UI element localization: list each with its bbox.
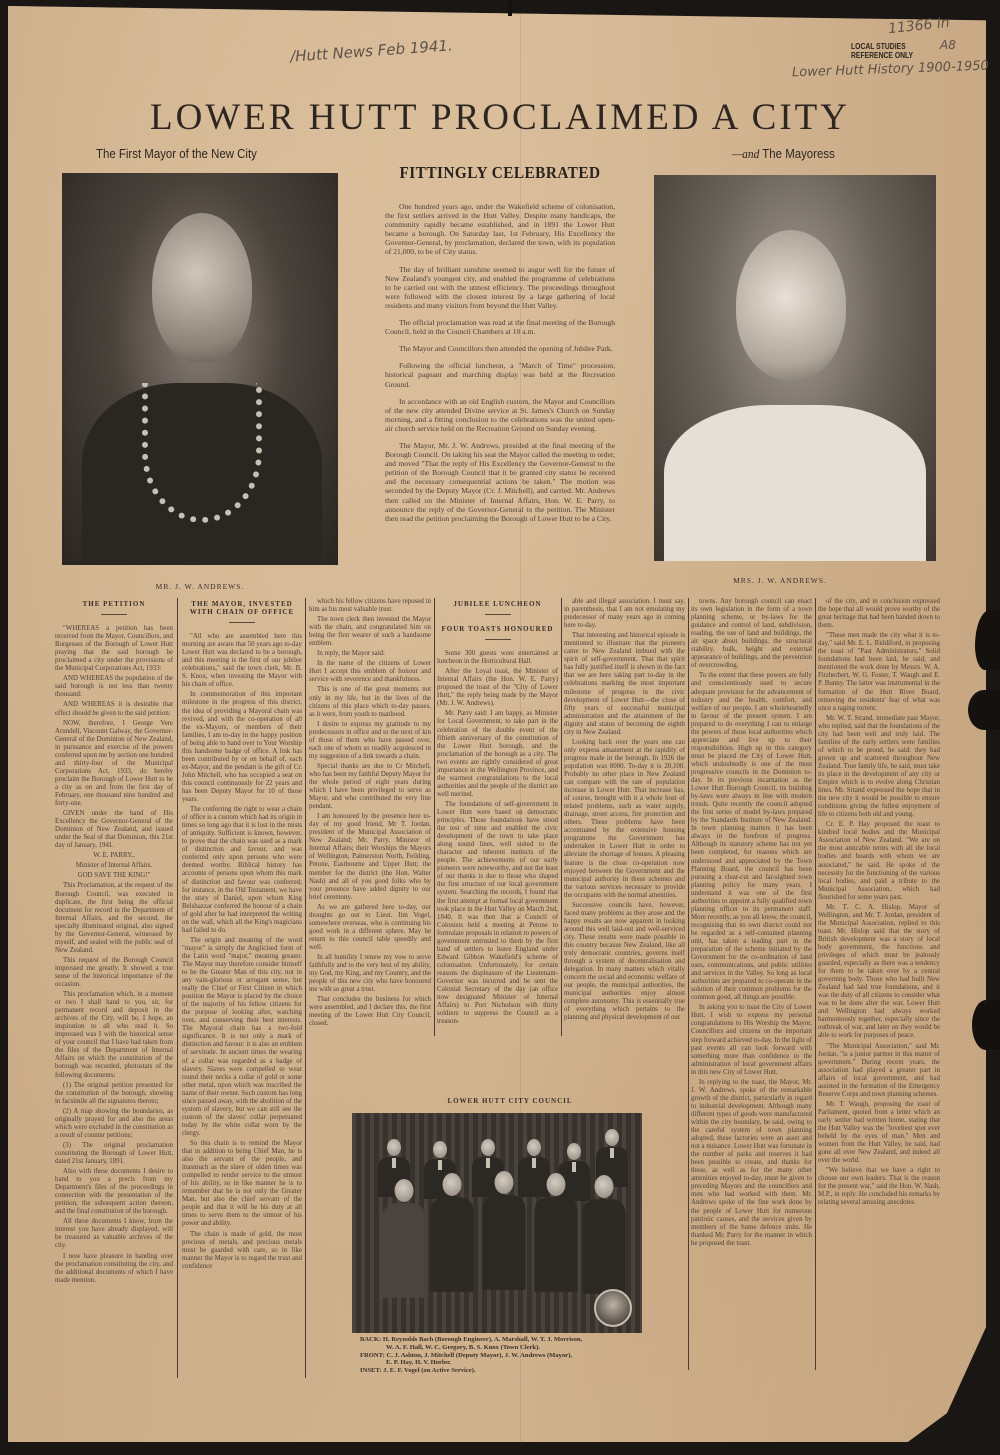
- council-member-figure: [582, 1175, 625, 1294]
- column-subheading: FOUR TOASTS HONOURED: [441, 625, 554, 634]
- heading-rule: [101, 614, 127, 615]
- section-heading-fittingly-celebrated: FITTINGLY CELEBRATED: [399, 163, 601, 182]
- column-paragraph: The town clerk then invested the Mayor with the chain, and congratulated him on being the first wearer of such a handsome emblem.: [309, 616, 431, 648]
- handwritten-reference-number: 11366 in: [887, 14, 951, 38]
- caption-names: W. A. F. Hall, W. C. Gregory, B. S. Knox (Town Clerk).: [386, 1343, 540, 1351]
- article-column-jubilee-luncheon: [437, 598, 558, 1028]
- column-paragraph: Mr. W. T. Strand, immediate past Mayor, who replied, said that the foundations of the city had been well and truly laid. The families of the early settlers were families of which to be proud, he said: they had grown up and scattered throughout New Zealand. True family life, he said, must take its place in the development of any city or Empire which is to evolve along Christian lines. Mr. Strand expressed the hope that in the new city it would be possible to ensure conditions giving the fullest enjoyment of life to citizens both old and young.: [818, 714, 940, 819]
- column-paragraph: which his fellow citizens have reposed in him as his most valuable trust.: [309, 598, 431, 614]
- column-heading: JUBILEE LUNCHEON: [453, 600, 542, 608]
- caption-names: C. J. Ashton, J. Mitchell (Deputy Mayor), J. W. Andrews (Mayor),: [386, 1351, 573, 1359]
- column-rule: [561, 598, 562, 1036]
- mayoress-face: [736, 230, 846, 380]
- column-heading: THE PETITION: [82, 600, 146, 608]
- column-paragraph: I am honoured by the presence here to-day of my good friend, Mr T. Jordan, president of the Municipal Association of New Zealand; Mr. Parry, Minister of Internal Affairs; their Worships the Mayors of Wellington, Palmerston North, Feilding, Petone, Eastbourne and Upper Hutt; the member for the district (the Hon. Walter Nash) and all of you good folks who by your presence have added dignity to our brief ceremony.: [309, 813, 431, 901]
- caption-names: H. Reynolds Bach (Borough Engineer), A. Marshall, W. T. J. Morrison,: [382, 1336, 583, 1343]
- column-rule: [434, 598, 435, 1036]
- council-member-figure: [430, 1173, 473, 1292]
- column-paragraph: This request of the Borough Council impressed me greatly. It showed a true sense of the historical importance of the occasion.: [55, 956, 173, 989]
- council-group-photo: [352, 1113, 642, 1333]
- inset-portrait: [594, 1289, 632, 1327]
- column-paragraph: Some 300 guests were entertained at luncheon in the Horticultural Hall.: [437, 650, 558, 666]
- article-column-parry-speech: [564, 598, 685, 1024]
- petition-closing: GOD SAVE THE KING!": [77, 872, 151, 880]
- column-paragraph: All these documents I know, from the interest you have already displayed, will be treasured as valuable archives of the city.: [55, 1218, 173, 1250]
- column-paragraph: In all humility I renew my vow to serve faithfully and to the very best of my ability, my God, my King, and my Country, and the people of this new city who have honoured me with so great a trust.: [309, 953, 431, 994]
- council-photo-caption: [360, 1336, 660, 1375]
- column-paragraph: This Proclamation, at the request of the Borough Council, was executed in duplicate, the first being the official document for record in the Department of Internal Affairs, and the second, the specially illuminated original, also signed by the Governor-General, witnessed by myself, and sealed with the public seal of New Zealand.: [55, 882, 173, 954]
- column-rule: [815, 598, 816, 1370]
- column-paragraph: The conferring the right to wear a chain of office is a custom which had its origin in times so long ago that it is lost in the mists of antiquity. Sufficient is known, however, to prove that the chain was used as a mark of distinction and favour, and was conferred only upon persons who were deemed worthy. Biblical history has accounts of persons upon whom this mark of distinction and favour was conferred; for instance, in the Old Testament, we have the story of Daniel, upon whom King Belshazzar conferred the honour of a chain of gold after he had interpreted the writing on the wall, which all the King's magicians had failed to do.: [182, 806, 302, 934]
- handwritten-subject-note: Lower Hutt History 1900-1950: [791, 58, 990, 81]
- column-paragraph: In commemoration of this important milestone in the progress of this district, the idea of providing a Mayoral chain was revived, and with the co-operation of all the ex-Mayors, or members of their families, I am to-day in the happy position of being able to hand over to Your Worship this handsome badge of office. A link has been contributed by or on behalf of, each ex-Mayor, and the pendant is the gift of Cr. John Mitchell, who has occupied a seat on this council continuously for 22 years and has been Deputy Mayor for 10 of those years.: [182, 691, 302, 804]
- column-paragraph: Looking back over the years one can only express amazement at the rapidity of progress made in the borough. In 1926 the population was 8000. To-day it is 20,100. Probably no other place in New Zealand can compare with the rate of population increase in Lower Hutt. That increase has, of course, brought with it a whole host of related problems, such as water supply, drainage, street access, fire protection and others. These problems have been accentuated by the extensive housing programme the Government has undertaken in Lower Hutt in order to alleviate the shortage of houses. A pleasing feature is the close co-operation now enjoyed between the Government and the municipal authority in these schemes and the various services necessary to provide the occupants with the normal amenities.: [564, 738, 685, 899]
- column-paragraph: This proclamation which, in a moment or two I shall hand to you, sir, for permanent record and deposit in the archives of the City, will be, I hope, an inspiration to all who read it. So impressed was I with the historical sense of your council that I have had taken from the files of the Department of Internal Affairs on which the constitution of the borough was recorded, photostats of the following documents:: [55, 991, 173, 1079]
- column-paragraph: This is one of the great moments not only in my life, but in the lives of the citizens of this place which to-day passes, as it were, from youth to manhood.: [309, 686, 431, 718]
- article-column-petition: [55, 598, 173, 1287]
- heading-rule: [229, 622, 255, 623]
- intro-paragraph: The Mayor and Councillors then attended the opening of Jubilee Park.: [399, 344, 613, 354]
- column-paragraph: After the Loyal toast, the Minister of Internal Affairs (the Hon. W. E. Parry) proposed the toast of the "City of Lower Hutt," the reply being made by the Mayor (Mr. J. W. Andrews).: [437, 668, 558, 708]
- column-paragraph: NOW, therefore, I George Vere Arundell, Viscount Galway, the Governor-General of the Dominion of New Zealand, in pursuance and exercise of the powers conferred upon me by section one hundred and thirty-four of the Municipal Corporations Act, 1933, do hereby proclaim the Borough of Lower Hutt to be a city as on and from the first day of February, one thousand nine hundred and forty-one.: [55, 719, 173, 808]
- local-studies-stamp: [851, 42, 913, 60]
- column-paragraph: Mr. T. Waugh, proposing the toast of Parliament, quoted from a letter which an early settler had written home, stating that the Hutt Valley was the "loveliest spot ever beheld by the eyes of man." Men and women from the Hutt Valley, he said, had gone all over New Zealand, and indeed all over the world.: [818, 1100, 940, 1165]
- council-member-figure: [382, 1179, 425, 1298]
- column-paragraph: AND WHEREAS the population of the said borough is not less than twenty thousand:: [55, 675, 173, 699]
- column-paragraph: As we are gathered here to-day, our thoughts go out to Lieut. Jim Vogel, somewhere overseas, who is continuing his good work in a different sphere. May he return to this council table speedily and well.: [309, 903, 431, 951]
- column-paragraph: "The Municipal Association," said Mr. Jordan, "is a junior partner in this matter of government." During recent years, the association had played a greater part in affairs of local government, and had assisted in the formation of the Emergency Reserve Corps and town planning schemes.: [818, 1042, 940, 1098]
- column-paragraph: towns. Any borough council can enact its own legislation in the form of a town planning scheme, or by-laws for the guidance and control of land, subdivision, roading, the use of land and buildings, the air space about buildings, the structural stability, bulk, height and external appearance of buildings, and the prevention of overcrowding.: [691, 598, 812, 670]
- handwritten-source-note: /Hutt News Feb 1941.: [289, 36, 454, 66]
- paper-tear: [975, 610, 1000, 670]
- column-paragraph: To the extent that these powers are fully and conscientiously used to secure adequate provision for the advancement of industry and the health, comfort, and welfare of our people, I am wholeheartedly in favour of the present system. I am prepared to do everything I can to enlarge the powers of those local authorities which appreciate and live up to their responsibilities. High up in this category must be placed the City of Lower Hutt, which undoubtedly is one of the most progressive councils in the Dominion to-day. In its previous incarnation as the Lower Hutt Borough Council, its building by-laws were always in line with modern trends. Quite recently the council adopted the first series of model by-laws prepared by the Standards Institute of New Zealand. In town planning matters it has been always in the forefront of progress. Although its statutory scheme has not yet been completed, for reasons which are understood and appreciated by the Town Planning Board, the council has been pursuing a clear-cut and far-sighted town planning policy for many years. I understand it was one of the first authorities to appoint a fully qualified town planning officer to its permanent staff. More recently, as you all know, the council, recognising that its own district could not be regarded as a self-contained planning unit, has taken a leading part in the preparation of the scheme initiated by the Government for the co-ordination of land uses, communications, and public utilities and services in the Valley. So long as local authorities are prepared to co-operate in the solution of their common problems for the common good, all things are possible.: [691, 672, 812, 1002]
- paper-tear: [508, 0, 512, 16]
- column-paragraph: (2) A map showing the boundaries, as originally prayed for and also the areas which were excluded in the constitution as a result of counter petitions;: [55, 1107, 173, 1139]
- caption-inset: [360, 1367, 660, 1375]
- column-paragraph: AND WHEREAS it is desirable that effect should be given to the said petition:: [55, 701, 173, 717]
- caption-label: FRONT:: [360, 1351, 385, 1359]
- intro-paragraph: The Mayor, Mr. J. W. Andrews, presided at the final meeting of the Borough Council. On taking his seat the Mayor called the meeting to order, and moved "That the reply of His Excellency the Governor-General to the petition of the Borough Council that it be granted city status be received and the necessary consequential actions be taken." The motion was seconded by the Deputy Mayor (Cr. J. Mitchell), and carried. Mr. Andrews then called on the Minister of Internal Affairs, Hon. W. E. Parry, to announce the reply of the Governor-General to the petition. The Minister then read the petition proclaiming the Borough of Lower Hutt to be a City.: [385, 440, 615, 523]
- heading-rule: [485, 639, 511, 640]
- column-paragraph: In replying to the toast, the Mayor, Mr. J. W. Andrews, spoke of the remarkable growth of the district, particularly in regard to industrial development. Although many different types of goods were manufactured within the city boundary, he said, owing to the careful system of town planning adopted, these factories were an asset and not a nuisance. Lower Hutt was fortunate in the number of parks and reserves it had been possible to create, and thanks for these, as well as for the many other amenities enjoyed to-day, must be given to preceding Mayors and the councillors and men who had worked with them. Mr. Andrews spoke of the fine work done by the people of Lower Hutt for numerous patriotic causes, and the services given by members of the home defence units. He thanked Mr. Parry for the manner in which he proposed the toast.: [691, 1078, 812, 1247]
- column-paragraph: Special thanks are due to Cr Mitchell, who has been my faithful Deputy Mayor for the whole period of eight years during which I have been privileged to serve as Mayor, and who contributed the very fine pendant.: [309, 762, 431, 811]
- mayor-face: [152, 213, 252, 363]
- article-column-chain-of-office: [182, 598, 302, 1273]
- heading-rule: [485, 614, 511, 615]
- intro-article: [385, 202, 615, 531]
- mayoress-blouse: [664, 405, 926, 561]
- column-paragraph: Mr. T. C. A. Hislop, Mayor of Wellington, and Mr. T. Jordan, president of the Municipal Association, replied to this toast. Mr. Hislop said that the story of British development was a story of local body government, the functions and privileges of which must be jealously guarded, especially as there was a tendency for them to be taken over by a central governing body. Those who had built New Zealand had laid true foundations, and it was the duty of all citizens to consider what was to be done after the war. Lower Hutt and Wellington had always worked harmoniously together, especially since the outbreak of war, and later on they would be able to work for purposes of peace.: [818, 903, 940, 1040]
- column-paragraph: able and illegal association. I must say, in parenthesis, that I am not emulating my predecessor of many years ago in coming here to-day.: [564, 598, 685, 630]
- intro-paragraph: In accordance with an old English custom, the Mayor and Councillors of the new city attended Divine service at St. James's Church on Sunday morning, and a fitting conclusion to the celebrations was the united open-air church service held on the Recreation Ground on Sunday evening.: [385, 396, 615, 433]
- column-paragraph: Also with these documents I desire to hand to you a precis from my Department's files of the proceedings in connection with the presentation of the petition, the subsequent action thereon, and the final constitution of the borough.: [55, 1168, 173, 1216]
- column-paragraph: "These men made the city what it is to-day," said Mr. E. L. Riddiford, in proposing the toast of "Past Administrators." Solid foundations had been laid, he said, and mentioned the work done by Messrs. W. A. Fitzherbert, W. G. Foster, T. Waugh and E. P. Bunny. The latter was instrumental in the formation of the Hutt River Board, removing the residents' fear of what was once a raging torrent.: [818, 632, 940, 712]
- intro-paragraph: The day of brilliant sunshine seemed to augur well for the future of New Zealand's youngest city, and enabled the programme of celebrations to be carried out with the utmost efficiency. The proceedings throughout were followed with the closest interest by a large gathering of local residents and many visitors from beyond the Hutt Valley.: [385, 264, 615, 310]
- column-paragraph: The chain is made of gold, the most precious of metals, and precious metals must be guarded with care, so in like manner the Mayor is to regard the trust and confidence: [182, 1230, 302, 1270]
- mayoress-portrait-photo: [654, 175, 936, 561]
- article-column-mayor-reply: [309, 598, 431, 1030]
- column-rule: [177, 598, 178, 1378]
- column-paragraph: In reply, the Mayor said:: [317, 650, 385, 658]
- paper-tear: [968, 690, 1000, 730]
- column-paragraph: "WHEREAS a petition has been received from the Mayor, Councillors, and Burgesses of the Borough of Lower Hutt praying that the said borough be proclaimed a city under the provisions of the Municipal Corporations Act, 1933:: [55, 625, 173, 673]
- column-paragraph: I desire to express my gratitude to my predecessors in office and to the next of kin of those of them who have passed over, each one of whom so readily acquiesced in my suggestion of a link towards a chain.: [309, 720, 431, 760]
- column-paragraph: Mr. Parry said: I am happy, as Minister for Local Government, to take part in the celebration of the double event of the fiftieth anniversary of the constitution of the Lower Hutt borough, and the proclamation of the borough as a city. The two events are rightly considered of great importance in the Wellington Province, and the warmest congratulations to the local authorities and the people of the district are well merited.: [437, 710, 558, 798]
- column-paragraph: "All who are assembled here this morning are aware that 50 years ago to-day Lower Hutt was declared to be a borough, and this meeting is the first of our jubilee celebrations," said the town clerk, Mr. B. S. Knox, when investing the Mayor with his chain of office.: [182, 633, 302, 689]
- column-paragraph: The origin and meaning of the word "mayor" is simply the Anglicised form of the Latin word "major," meaning greater. The Mayor may therefore consider himself to be the Greater Man of this city, not in any vain-glorious or arrogant sense, but really the Chief or First Citizen in which position the Mayor is placed by the choice of the majority of his fellow citizens for the purpose of looking after, watching over, and conserving their best interests. The Mayoral chain has a two-fold significance. It is not only a mark of distinction and favour: it is also an emblem of servitude. In ancient times the wearing of a collar was regarded as a badge of slavery. Slaves were compelled to wear round their necks a collar of gold or some other metal, upon which was inscribed the name of their owner. Such custom has long since passed away, with the abolition of the system of slavery, but we can still see the custom of the slaves' collar perpetuated today by the white collar worn by the clergy.: [182, 936, 302, 1137]
- mayoress-subheading-prefix: —and: [732, 146, 760, 161]
- caption-label: INSET:: [360, 1367, 382, 1375]
- council-member-figure: [482, 1171, 525, 1290]
- column-paragraph: (1) The original petition presented for the constitution of the borough, showing in facsimile all the signatures thereto;: [55, 1081, 173, 1105]
- council-member-figure: [534, 1173, 577, 1292]
- column-paragraph: GIVEN under the hand of His Excellency the Governor-General of the Dominion of New Zealand, and issued under the Seal of that Dominion, this 21st day of January, 1941.: [55, 810, 173, 850]
- caption-front-row: [360, 1352, 660, 1368]
- column-heading: THE MAYOR, INVESTED WITH CHAIN OF OFFICE: [189, 600, 295, 617]
- page-headline: LOWER HUTT PROCLAIMED A CITY: [150, 97, 850, 138]
- caption-back-row: [360, 1336, 660, 1352]
- intro-paragraph: Following the official luncheon, a "March of Time" procession, historical pageant and marching display was held at the Recreation Ground.: [385, 361, 615, 389]
- mayor-photo-caption: MR. J. W. ANDREWS.: [155, 582, 245, 591]
- intro-paragraph: The official proclamation was read at the final meeting of the Borough Council, held in the Council Chambers at 10 a.m.: [385, 318, 615, 337]
- column-paragraph: The foundations of self-government in Lower Hutt were based on democratic principles. Those foundations have stood the test of time and enabled the civic development of the town to take place along sound lines, well suited to the character and inherent instincts of the people. The achievements of our early pioneers were noteworthy, and not the least of our thanks is due to those who shaped the first structure of our local government system. Searching the records, I found that the first attempt at formal local government took place in the Hutt Valley on March 2nd, 1840. It was then that a Council of Colonists held a meeting at Petone to formulate proposals in relation to powers of government entrusted to them by the first band of settlers to leave England under Edward Gibbon Wakefield's scheme of colonisation. Unfortunately, for certain reasons the displeasure of the Lieutenant-Governor was incurred and he sent the Colonial Secretary of the day (an office now designated Minister of Internal Affairs) to Port Nicholson with thirty soldiers to suppress the Council as a treason-: [437, 800, 559, 1026]
- article-column-town-planning: [691, 598, 812, 1250]
- signature-title: Minister of Internal Affairs.: [75, 862, 153, 870]
- caption-label: BACK:: [360, 1336, 382, 1343]
- column-paragraph: That concludes the business for which were assembled, and I declare this, the first meeting of the Lower Hutt City Council, closed.: [309, 996, 431, 1028]
- paper-tear: [972, 1000, 1000, 1050]
- caption-names: E. P. Hay, H. V. Horlor.: [386, 1359, 452, 1367]
- column-paragraph: In the name of the citizens of Lower Hutt I accept this emblem of honour and service with reverence and thankfulness.: [309, 660, 431, 684]
- stamp-line-1: LOCAL STUDIES: [851, 42, 906, 51]
- mayor-subheading: The First Mayor of the New City: [96, 146, 257, 161]
- column-rule: [688, 598, 689, 1370]
- handwritten-code: A8: [940, 38, 956, 52]
- signature-name: W. E. PARRY.,: [93, 852, 135, 860]
- column-paragraph: So this chain is to remind the Mayor that in addition to being Chief Man, he is also the servant of the people, and inasmuch as the slave of olden times was compelled to render service to the utmost of his ability, so in like manner he is to remember that he is not only the Greater Man, but also the chief servant of the people and that it will be his duty at all times to serve them to the utmost of his power and ability.: [182, 1140, 302, 1228]
- column-paragraph: Cr. E. P. Hay proposed the toast to kindred local bodies and the Municipal Association of New Zealand. "We are on the most amicable terms with all the local bodies and boards with whom we are associated," he said. He spoke of the necessity for the functioning of the various local bodies, and paid a tribute to the Municipal Association, which had flourished for some years past.: [818, 821, 940, 901]
- article-column-toasts: [818, 598, 940, 1209]
- mayor-portrait-photo: [62, 173, 338, 565]
- council-photo-title: LOWER HUTT CITY COUNCIL: [447, 1097, 573, 1105]
- stamp-line-2: REFERENCE ONLY: [851, 51, 914, 60]
- column-paragraph: "We believe that we have a right to choose our own leaders. That is the reason for the present war," said the Hon. W. Nash, M.P., in reply. He concluded his remarks by relating several amusing anecdotes.: [818, 1167, 940, 1207]
- mayoress-subheading: [732, 146, 835, 162]
- column-paragraph: Successive councils have, however, faced many problems as they arose and the happy results are now apparent in looking around this well laid-out and well-serviced city. These results were made possible in this country because New Zealand, like all truly democratic countries, governs itself through a system of decentralisation and delegation. In many matters which vitally concern the social and economic welfare of our people, the municipal authorities, the municipal authorities enjoy almost complete autonomy. This is essentially true of everything which pertains to the planning and physical development of our: [564, 901, 685, 1022]
- mayoress-subheading-text: The Mayoress: [759, 146, 835, 161]
- column-paragraph: In asking you to toast the City of Lower Hutt, I wish to express my personal congratulations to His Worship the Mayor, Councillors and citizens on the important step forward achieved to-day. In the light of past events all can look forward with something more than confidence to the administration of local government affairs in this new City of Lower Hutt.: [691, 1004, 812, 1076]
- mayoral-chain: [142, 383, 262, 523]
- column-paragraph: of the city, and in conclusion expressed the hope that all would prove worthy of the great heritage that had been handed down to them.: [818, 598, 940, 630]
- column-paragraph: I now have pleasure in handing over the proclamation constituting the city, and the additional documents of which I have made mention.: [55, 1252, 173, 1284]
- caption-names: J. E. F. Vogel (on Active Service).: [383, 1367, 476, 1375]
- column-paragraph: (3) The original proclamation constituting the Borough of Lower Hutt, dated 21st January, 1891.: [55, 1141, 173, 1165]
- intro-paragraph: One hundred years ago, under the Wakefield scheme of colonisation, the first settlers arrived in the Hutt Valley. Despite many handicaps, the community rapidly became established, and in 1891 the Lower Hutt became a borough. On Saturday last, 1st February, His Excellency the Governor-General, by proclamation, declared the town, with its population of 21,000, to be of City status.: [385, 202, 615, 257]
- column-rule: [305, 598, 306, 1378]
- column-paragraph: That interesting and historical episode is mentioned to illustrate that the pioneers came to New Zealand imbued with the spirit of self-government. That that spirit has fully justified itself is shown in the fact that we are here taking part to-day in the celebrations marking the most important milestone of progress in the civic development of Lower Hutt—the close of fifty years of successful municipal administration and the attainment of the dignity and status of becoming the eighth city in New Zealand.: [564, 632, 685, 736]
- mayoress-photo-caption: MRS. J. W. ANDREWS.: [733, 576, 827, 585]
